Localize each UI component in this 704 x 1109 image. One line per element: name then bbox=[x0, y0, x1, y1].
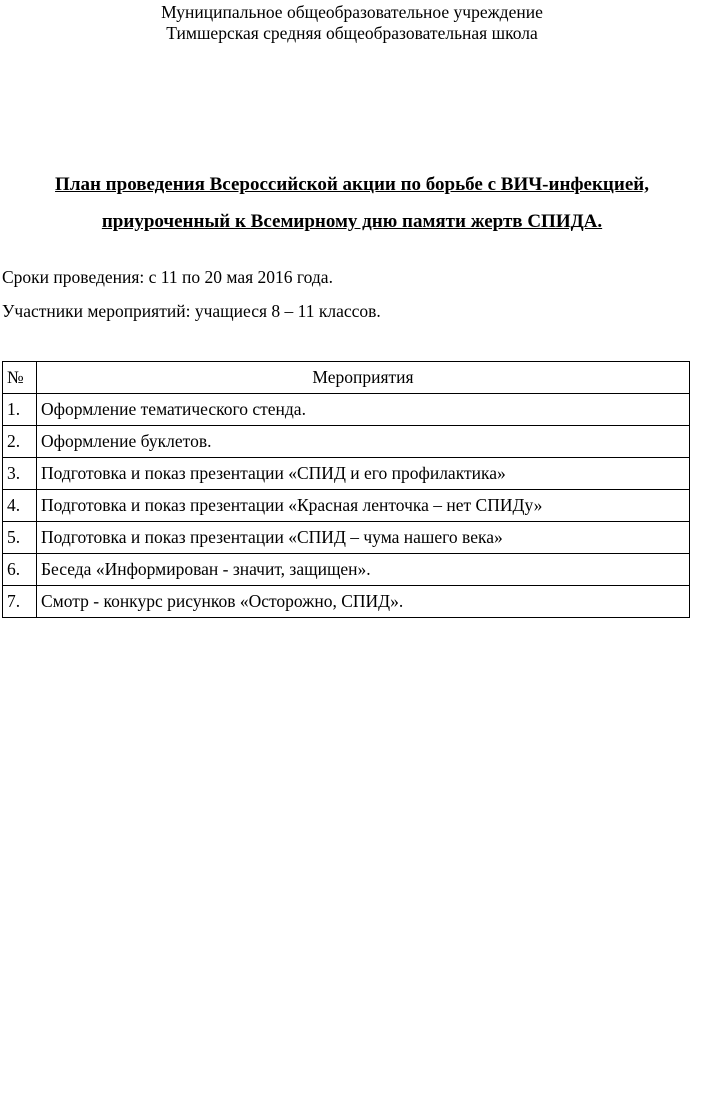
row-event: Подготовка и показ презентации «Красная ленточка – нет СПИДу» bbox=[37, 490, 690, 522]
table-row bbox=[3, 490, 690, 522]
row-number: 4. bbox=[3, 490, 37, 522]
title-line-2: приуроченный к Всемирному дню памяти жертв СПИДА. bbox=[101, 211, 603, 232]
table-row bbox=[3, 394, 690, 426]
events-table bbox=[2, 361, 690, 618]
header-institution-type: Муниципальное общеобразовательное учреждение bbox=[161, 2, 543, 22]
event-dates: Сроки проведения: с 11 по 20 мая 2016 года. bbox=[2, 267, 333, 287]
row-event: Подготовка и показ презентации «СПИД – чума нашего века» bbox=[37, 522, 690, 554]
row-number: 2. bbox=[3, 426, 37, 458]
row-event: Оформление буклетов. bbox=[37, 426, 690, 458]
table-header-row bbox=[3, 362, 690, 394]
column-header-event: Мероприятия bbox=[37, 362, 690, 394]
header-school-name: Тимшерская средняя общеобразовательная школа bbox=[166, 23, 538, 43]
row-number: 7. bbox=[3, 586, 37, 618]
school-header bbox=[0, 2, 704, 44]
column-header-number: № bbox=[3, 362, 37, 394]
title-line-1: План проведения Всероссийской акции по борьбе с ВИЧ-инфекцией, bbox=[55, 174, 649, 195]
table-row bbox=[3, 554, 690, 586]
row-number: 1. bbox=[3, 394, 37, 426]
row-number: 5. bbox=[3, 522, 37, 554]
table-row bbox=[3, 458, 690, 490]
event-participants: Участники мероприятий: учащиеся 8 – 11 классов. bbox=[2, 301, 381, 321]
row-event: Смотр - конкурс рисунков «Осторожно, СПИД». bbox=[37, 586, 690, 618]
row-event: Подготовка и показ презентации «СПИД и его профилактика» bbox=[37, 458, 690, 490]
table-row bbox=[3, 586, 690, 618]
row-number: 3. bbox=[3, 458, 37, 490]
table-row bbox=[3, 426, 690, 458]
row-event: Оформление тематического стенда. bbox=[37, 394, 690, 426]
page-title bbox=[0, 166, 704, 240]
row-number: 6. bbox=[3, 554, 37, 586]
row-event: Беседа «Информирован - значит, защищен». bbox=[37, 554, 690, 586]
table-row bbox=[3, 522, 690, 554]
